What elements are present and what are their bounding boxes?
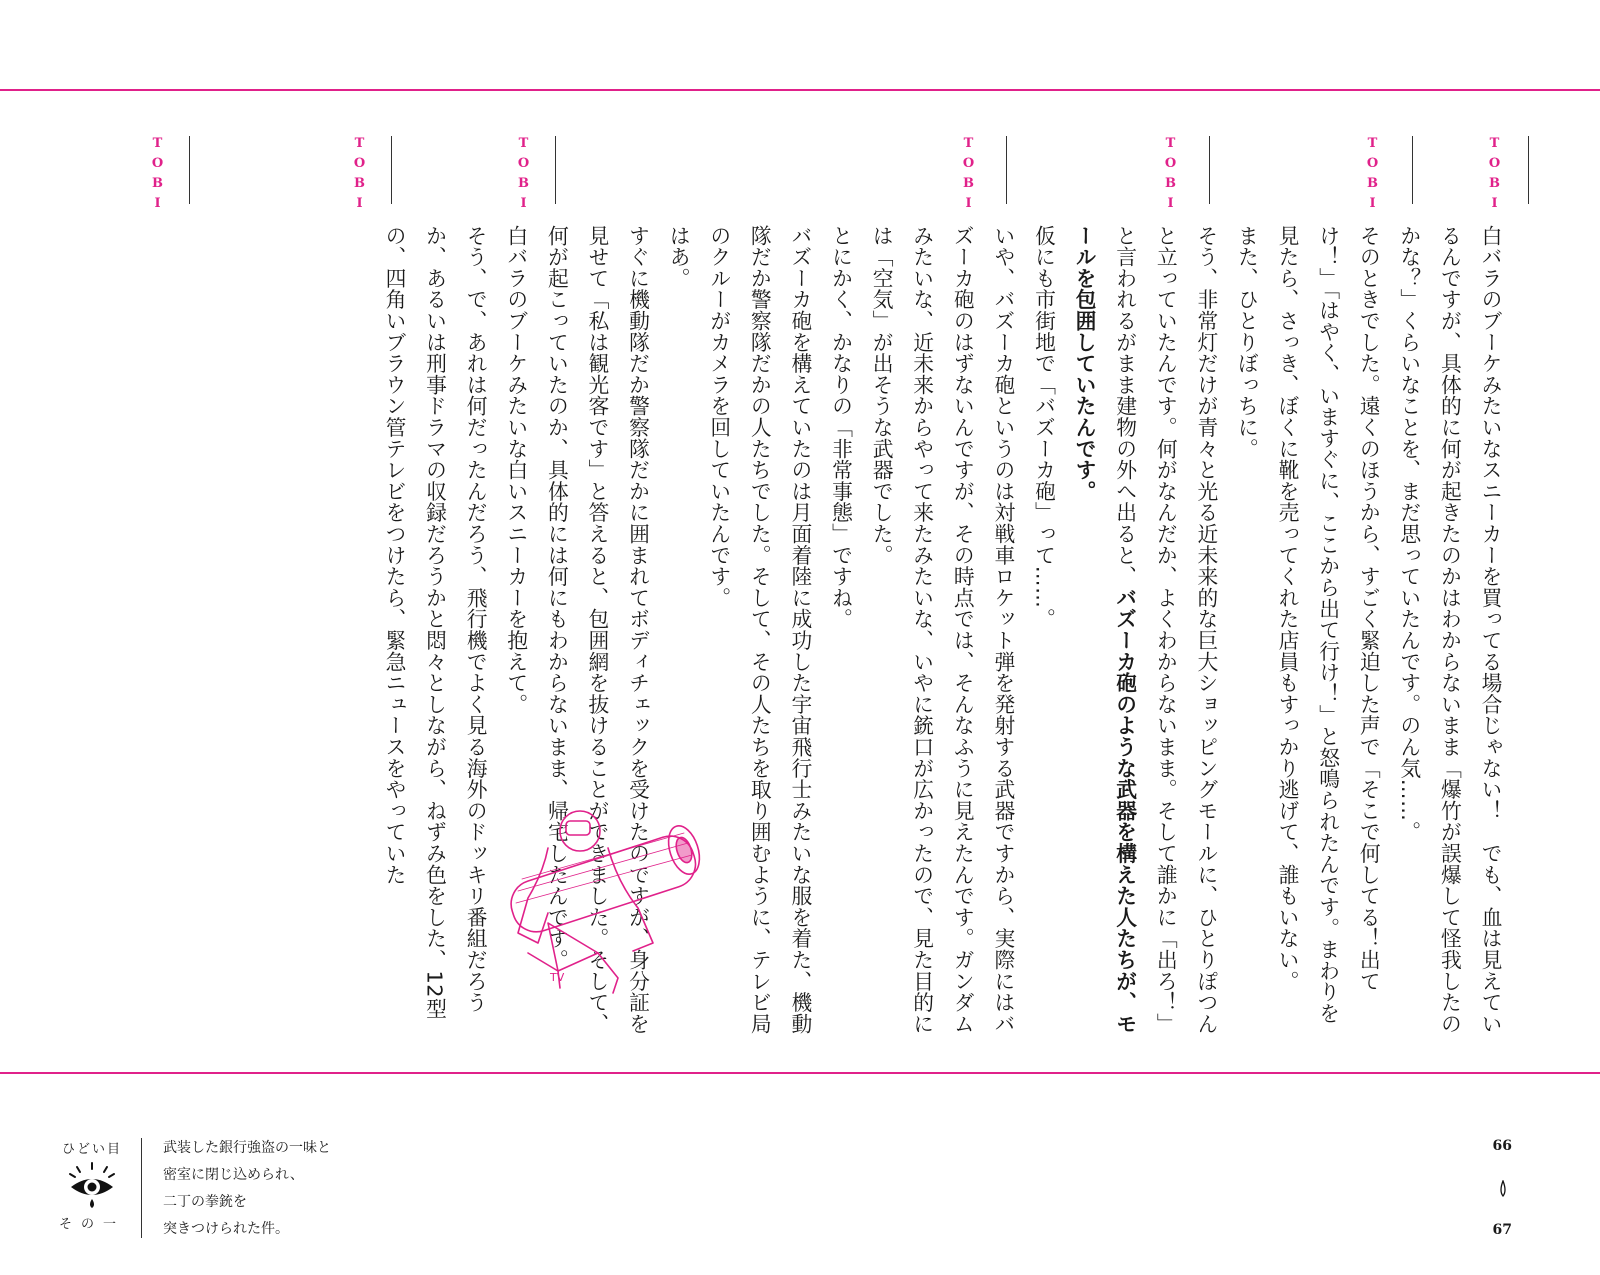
paragraph: そう、で、あれは何だったんだろう、飛行機でよく見る海外のドッキリ番組だろうか、あるいは刑事ドラマの収録だろうかと悶々としながら、ねずみ色をした、12型の、四角いブラウン管テレビをつけたら、緊急ニュースをやっていた bbox=[381, 225, 488, 1020]
speaker-label: TOBI bbox=[1365, 136, 1380, 216]
paragraph: とにかく、かなりの「非常事態」ですね。 bbox=[828, 225, 853, 630]
astronaut-bazooka-illustration bbox=[488, 803, 718, 998]
paragraph: バズーカ砲を構えていたのは月面着陸に成功した宇宙飛行士みたいな服を着た、機動隊だか警察隊だかの人たちでした。そして、その人たちを取り囲むように、テレビ局のクルーがカメラを回していたんです。 bbox=[706, 225, 812, 1035]
page-number-left: 66 bbox=[1492, 1138, 1512, 1154]
speaker-dash bbox=[1412, 136, 1413, 204]
speaker-dash bbox=[189, 136, 190, 204]
chapter-label-bottom: その一 bbox=[58, 1217, 125, 1232]
page-number-right: 67 bbox=[1492, 1222, 1512, 1238]
paragraph: また、ひとりぼっちに。 bbox=[1234, 225, 1259, 460]
speaker-dash bbox=[1209, 136, 1210, 204]
speaker-dash bbox=[391, 136, 392, 204]
paragraph: いや、バズーカ砲というのは対戦車ロケット弾を発射する武器ですから、実際にはバズーカ砲のはずないんですが、その時点では、そんなふうに見えたんです。ガンダムみたいな、近未来からやって来たみたいな、いやに銃口が広かったので、見た目的には「空気」が出そうな武器でした。 bbox=[869, 225, 1015, 1035]
svg-text:TV: TV bbox=[550, 971, 565, 984]
paragraph: 仮にも市街地で「バズーカ砲」って……。 bbox=[1031, 225, 1056, 630]
paragraph: すぐに機動隊だか警察隊だかに囲まれてボディチェックを受けたのですが、身分証を見せて「私は観光客です」と答えると、包囲網を抜けることができました。そして、何が起こっていたのか、具体的には何にもわからないまま、帰宅したんです。 bbox=[544, 225, 650, 1035]
footer-divider bbox=[141, 1138, 142, 1238]
speaker-label: TOBI bbox=[150, 136, 165, 216]
chapter-mark bbox=[52, 1138, 132, 1232]
speaker-label: TOBI bbox=[1487, 136, 1502, 216]
speaker-dash bbox=[1528, 136, 1529, 204]
description-line: 密室に閉じ込められ、 bbox=[163, 1167, 304, 1183]
drop-icon bbox=[1498, 1180, 1508, 1198]
description-line: 武装した銀行強盗の一味と bbox=[163, 1140, 331, 1156]
paragraph: 白バラのブーケみたいな白いスニーカーを抱えて。 bbox=[503, 225, 528, 715]
speaker-label: TOBI bbox=[961, 136, 976, 216]
eye-icon bbox=[67, 1161, 117, 1209]
paragraph: 白バラのブーケみたいなスニーカーを買ってる場合じゃない！ でも、血は見えているんですが、具体的に何が起きたのかはわからないまま「爆竹が誤爆して怪我したのかな？」くらいなことを、まだ思っていたんです。のん気……。 bbox=[1396, 225, 1502, 1035]
speaker-dash bbox=[555, 136, 556, 204]
chapter-description bbox=[163, 1135, 331, 1243]
description-line: 突きつけられた件。 bbox=[163, 1221, 289, 1237]
paragraph: はあ。 bbox=[666, 225, 691, 289]
speaker-label: TOBI bbox=[1163, 136, 1178, 216]
bottom-rule bbox=[0, 1072, 1600, 1074]
top-rule bbox=[0, 89, 1600, 91]
speaker-label: TOBI bbox=[516, 136, 531, 216]
speaker-dash bbox=[1006, 136, 1007, 204]
speaker-label: TOBI bbox=[352, 136, 367, 216]
bold-emphasis: バズーカ砲のような武器を構えた人たちが、モールを包囲していたんです。 bbox=[1072, 225, 1137, 1035]
paragraph: そう、非常灯だけが青々と光る近未来的な巨大ショッピングモールに、ひとりぽつんと立っていたんです。何がなんだか、よくわからないまま。そして誰かに「出ろ！」と言われるがまま建物の外へ出ると、バズーカ砲のような武器を構えた人たちが、モールを包囲していたんです。 bbox=[1072, 225, 1218, 1035]
paragraph: そのときでした。遠くのほうから、すごく緊迫した声で「そこで何してる！出てけ！」「はやく、いますぐに、ここから出て行け！」と怒鳴られたんです。まわりを見たら、さっき、ぼくに靴を売ってくれた店員もすっかり逃げて、誰もいない。 bbox=[1275, 225, 1381, 1024]
description-line: 二丁の拳銃を bbox=[163, 1194, 247, 1210]
chapter-label-top: ひどい目 bbox=[61, 1142, 122, 1157]
